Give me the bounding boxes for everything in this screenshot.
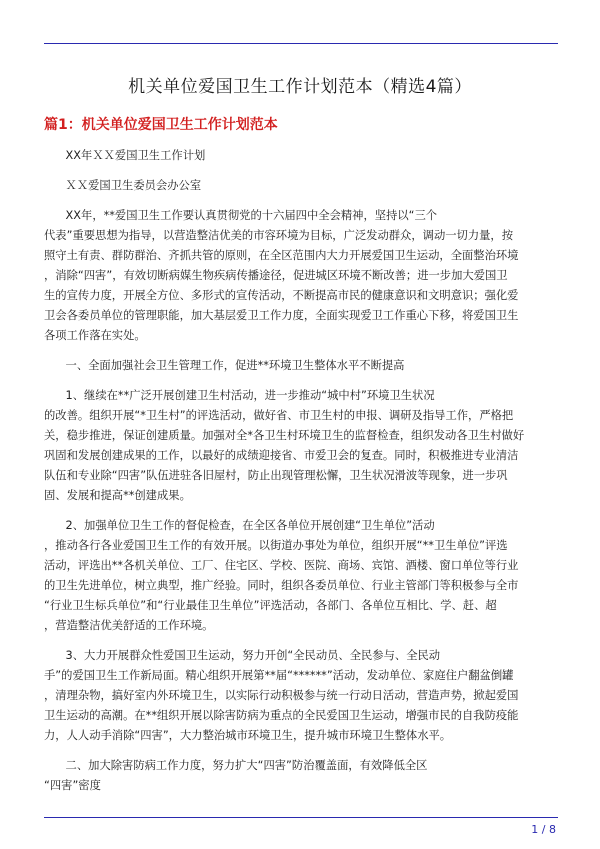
paragraph-line: 生的宣传力度，开展全方位、多形式的宣传活动，不断提高市民的健康意识和文明意识；强化爱 (44, 289, 519, 302)
paragraph (44, 356, 558, 376)
header-rule (44, 43, 558, 44)
paragraph (44, 206, 558, 346)
paragraph (44, 516, 558, 636)
paragraph-line: 手”的爱国卫生工作新局面。精心组织开展第**届“******”活动，发动单位、家庭住户翻盆倒罐 (44, 669, 514, 682)
paragraph-line: 的卫生先进单位，树立典型，推广经验。同时，组织各委员单位、行业主管部门等积极参与全市 (44, 579, 519, 592)
section-heading: 篇1：机关单位爱国卫生工作计划范本 (44, 117, 278, 133)
paragraph-line: ，推动各行各业爱国卫生工作的有效开展。以街道办事处为单位，组织开展“**卫生单位”评选 (44, 539, 508, 552)
paragraph-line: 活动，评选出**各机关单位、工厂、住宅区、学校、医院、商场、宾馆、酒楼、窗口单位等行业 (44, 559, 519, 572)
paragraph-line: 巩固和发展创建成果的工作，以最好的成绩迎接省、市爱卫会的复查。同时，积极推进专业清洁 (44, 449, 519, 462)
paragraph-line: 力，人人动手消除“四害”，大力整治城市环境卫生，提升城市环境卫生整体水平。 (44, 729, 452, 742)
paragraph-line: 3、大力开展群众性爱国卫生运动，努力开创“全民动员、全民参与、全民动 (44, 649, 441, 662)
paragraph-line: “四害”密度 (44, 779, 101, 792)
paragraph-line: 各项工作落在实处。 (44, 329, 146, 342)
paragraph (44, 646, 558, 746)
paragraph-line: 照守土有责、群防群治、齐抓共管的原则，在全区范围内大力开展爱国卫生运动，全面整治环境 (44, 249, 519, 262)
document-body (44, 146, 558, 796)
paragraph-line: 卫会各委员单位的管理职能，加大基层爱卫工作力度，全面实现爱卫工作重心下移，将爱国卫生 (44, 309, 519, 322)
paragraph (44, 146, 558, 166)
paragraph-line: XX年，**爱国卫生工作要认真贯彻党的十六届四中全会精神，坚持以“三个 (44, 209, 438, 222)
paragraph-line: ，清理杂物，搞好室内外环境卫生，以实际行动积极参与统一行动日活动，营造声势，掀起爱国 (44, 689, 519, 702)
paragraph-line: ＸＸ爱国卫生委员会办公室 (44, 179, 202, 192)
paragraph-line: 关，稳步推进，保证创建质量。加强对全*各卫生村环境卫生的监督检查，组织发动各卫生村做好 (44, 429, 525, 442)
paragraph (44, 176, 558, 196)
paragraph-line: 代表”重要思想为指导，以营造整洁优美的市容环境为目标，广泛发动群众，调动一切力量，按 (44, 229, 514, 242)
paragraph-line: 二、加大除害防病工作力度，努力扩大“四害”防治覆盖面，有效降低全区 (44, 759, 428, 772)
paragraph-line: 固、发展和提高**创建成果。 (44, 489, 191, 502)
paragraph-line: 队伍和专业除“四害”队伍进驻各旧屋村，防止出现管理松懈，卫生状况滑波等现象，进一步巩 (44, 469, 508, 482)
paragraph-line: 1、继续在**广泛开展创建卫生村活动，进一步推动“城中村”环境卫生状况 (44, 389, 435, 402)
paragraph-line: 2、加强单位卫生工作的督促检查，在全区各单位开展创建“卫生单位”活动 (44, 519, 435, 532)
paragraph-line: ，营造整洁优美舒适的工作环境。 (44, 619, 214, 632)
page-number: 1 / 8 (531, 823, 556, 836)
footer-rule (44, 817, 558, 818)
paragraph-line: 的改善。组织开展“*卫生村”的评选活动，做好省、市卫生村的申报、调研及指导工作，严格把 (44, 409, 514, 422)
paragraph-line: 一、全面加强社会卫生管理工作，促进**环境卫生整体水平不断提高 (44, 359, 405, 372)
paragraph-line: ，消除“四害”，有效切断病媒生物疾病传播途径，促进城区环境不断改善；进一步加大爱国卫 (44, 269, 508, 282)
paragraph-line: XX年ＸＸ爱国卫生工作计划 (44, 149, 206, 162)
paragraph (44, 386, 558, 506)
document-title: 机关单位爱国卫生工作计划范本（精选4篇） (128, 77, 472, 97)
paragraph-line: 卫生运动的高潮。在**组织开展以除害防病为重点的全民爱国卫生运动，增强市民的自我防疫能 (44, 709, 519, 722)
paragraph (44, 756, 558, 796)
paragraph-line: “行业卫生标兵单位”和“行业最佳卫生单位”评选活动，各部门、各单位互相比、学、赶、超 (44, 599, 497, 612)
